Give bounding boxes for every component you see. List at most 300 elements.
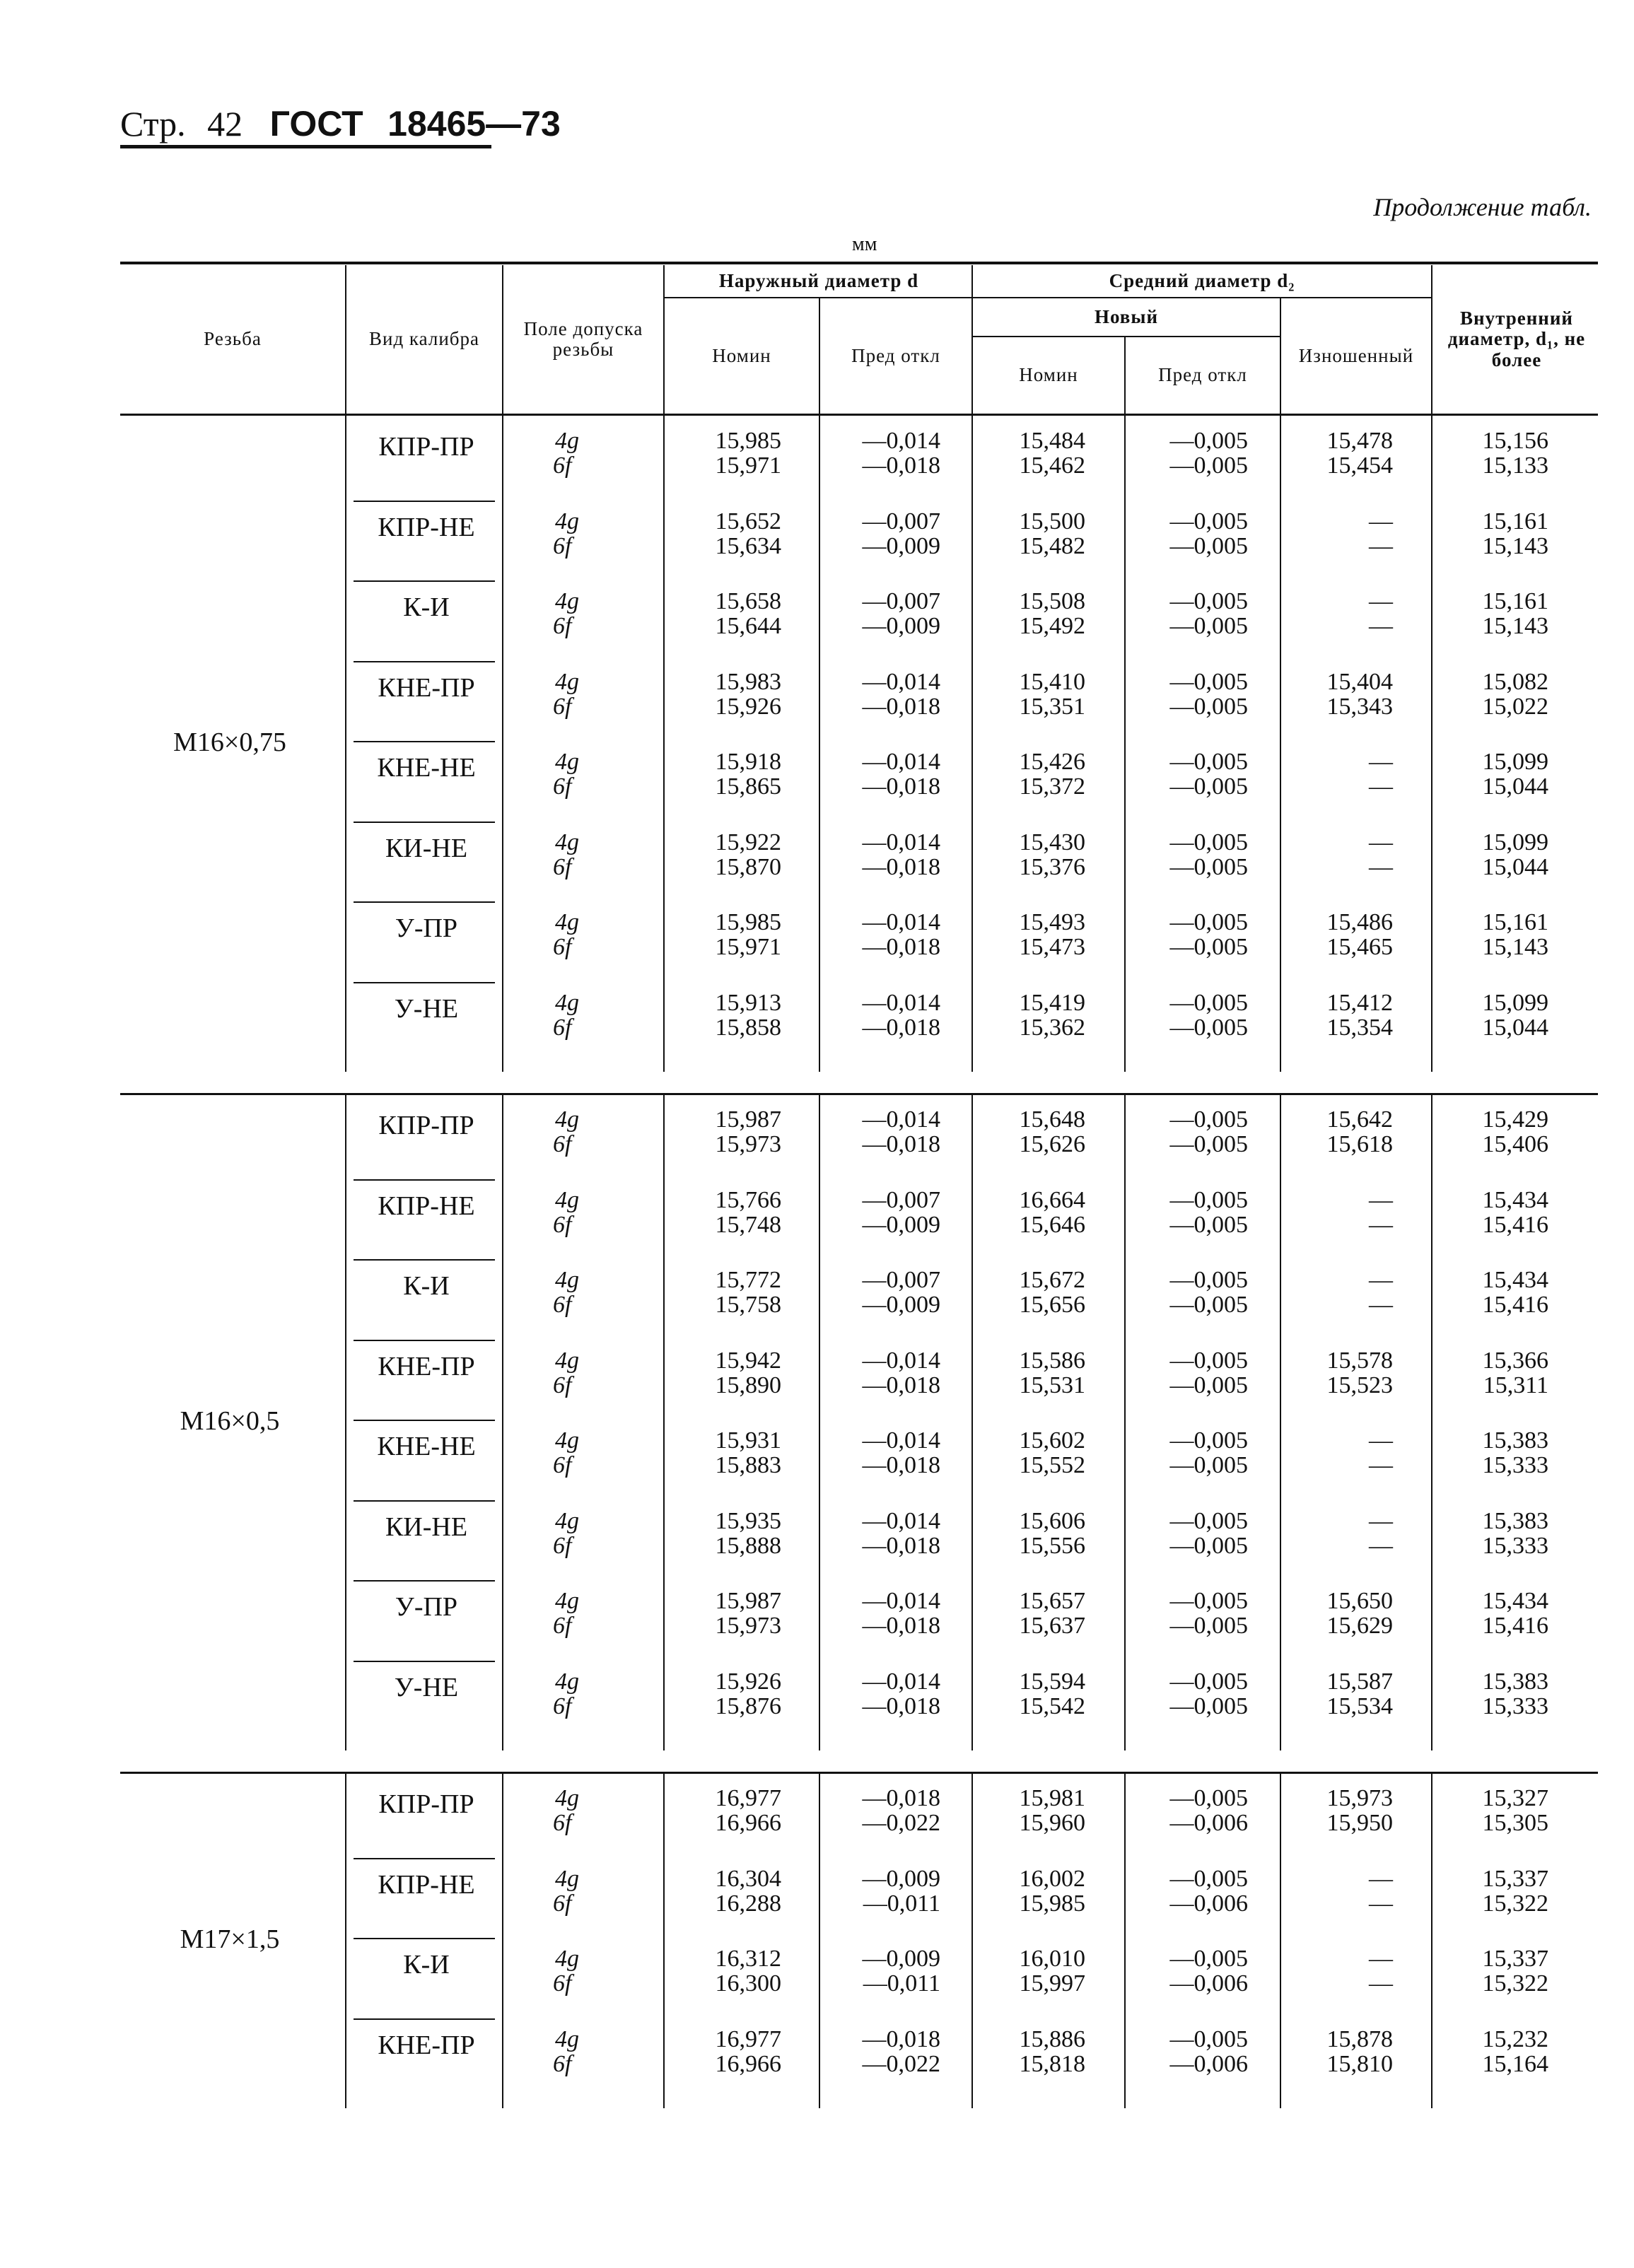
inner-diameter: 15,322 xyxy=(1482,1970,1548,1997)
inner-diameter: 15,416 xyxy=(1482,1292,1548,1318)
tolerance-field: 4g xyxy=(555,749,579,775)
tolerance-field: 4g xyxy=(555,508,579,534)
pitch-nominal: 15,531 xyxy=(1019,1372,1085,1398)
worn-pitch: 15,404 xyxy=(1326,668,1393,695)
outer-deviation: —0,014 xyxy=(862,668,940,695)
worn-pitch: — xyxy=(1369,773,1393,800)
tolerance-field: 6f xyxy=(553,1292,572,1318)
inner-diameter: 15,022 xyxy=(1482,693,1548,720)
gauge-type: К-И xyxy=(403,1950,450,1980)
col-header-outer-nominal: Номин xyxy=(712,344,771,366)
tolerance-field: 6f xyxy=(553,452,572,479)
outer-deviation: —0,009 xyxy=(862,1946,940,1972)
worn-pitch: 15,878 xyxy=(1326,2026,1393,2052)
inner-diameter: 15,161 xyxy=(1482,508,1548,534)
worn-pitch: — xyxy=(1369,1211,1393,1238)
outer-nominal: 15,870 xyxy=(715,853,781,880)
pitch-nominal: 15,648 xyxy=(1019,1106,1085,1133)
outer-deviation: —0,009 xyxy=(862,1211,940,1238)
inner-diameter: 15,133 xyxy=(1482,452,1548,479)
outer-deviation: —0,014 xyxy=(862,1106,940,1133)
worn-pitch: 15,454 xyxy=(1326,452,1393,479)
worn-pitch: — xyxy=(1369,613,1393,639)
outer-deviation: —0,014 xyxy=(862,1507,940,1534)
pitch-nominal: 15,602 xyxy=(1019,1427,1085,1454)
outer-deviation: —0,022 xyxy=(862,1810,940,1836)
gauge-separator-rule xyxy=(354,1661,495,1662)
column-rule xyxy=(1124,1773,1126,2108)
outer-nominal: 15,772 xyxy=(715,1267,781,1293)
pitch-nominal: 15,981 xyxy=(1019,1785,1085,1811)
pitch-nominal: 15,656 xyxy=(1019,1292,1085,1318)
pitch-deviation: —0,005 xyxy=(1169,989,1248,1016)
worn-pitch: 15,354 xyxy=(1326,1014,1393,1041)
outer-nominal: 15,758 xyxy=(715,1292,781,1318)
pitch-nominal: 15,818 xyxy=(1019,2050,1085,2077)
gauge-type: КПР-НЕ xyxy=(378,1869,475,1900)
pitch-nominal: 15,426 xyxy=(1019,749,1085,775)
pitch-nominal: 15,493 xyxy=(1019,909,1085,935)
worn-pitch: 15,810 xyxy=(1326,2050,1393,2077)
col-header-inner-diameter: Внутренний диаметр, d₁, не более xyxy=(1447,308,1586,370)
inner-diameter: 15,416 xyxy=(1482,1211,1548,1238)
outer-deviation: —0,011 xyxy=(863,1970,940,1997)
outer-nominal: 15,942 xyxy=(715,1347,781,1374)
outer-nominal: 16,300 xyxy=(715,1970,781,1997)
pitch-deviation: —0,006 xyxy=(1169,1970,1248,1997)
tolerance-field: 6f xyxy=(553,1970,572,1997)
pitch-deviation: —0,005 xyxy=(1169,1131,1248,1157)
tolerance-field: 6f xyxy=(553,934,572,960)
outer-deviation: —0,018 xyxy=(862,1613,940,1639)
inner-diameter: 15,434 xyxy=(1482,1267,1548,1293)
column-rule xyxy=(1431,416,1432,1072)
inner-diameter: 15,143 xyxy=(1482,613,1548,639)
tolerance-field: 4g xyxy=(555,829,579,855)
outer-deviation: —0,018 xyxy=(862,693,940,720)
inner-diameter: 15,327 xyxy=(1482,1785,1548,1811)
pitch-deviation: —0,005 xyxy=(1169,1507,1248,1534)
pitch-deviation: —0,005 xyxy=(1169,749,1248,775)
col-header-gauge-type: Вид калибра xyxy=(368,328,480,350)
pitch-nominal: 15,430 xyxy=(1019,829,1085,855)
tolerance-field: 4g xyxy=(555,1507,579,1534)
outer-deviation: —0,014 xyxy=(862,428,940,454)
tolerance-field: 4g xyxy=(555,1865,579,1892)
column-rule xyxy=(1431,1094,1432,1750)
tolerance-field: 6f xyxy=(553,1372,572,1398)
pitch-nominal: 15,672 xyxy=(1019,1267,1085,1293)
column-rule xyxy=(971,1773,973,2108)
inner-diameter: 15,143 xyxy=(1482,532,1548,559)
outer-nominal: 15,644 xyxy=(715,613,781,639)
inner-diameter: 15,161 xyxy=(1482,909,1548,935)
tolerance-field: 4g xyxy=(555,588,579,614)
column-rule xyxy=(1280,1094,1281,1750)
outer-nominal: 15,926 xyxy=(715,693,781,720)
col-header-outer-diameter: Наружный диаметр d xyxy=(718,269,919,291)
column-rule xyxy=(663,1773,665,2108)
pitch-deviation: —0,005 xyxy=(1169,588,1248,614)
worn-pitch: 15,523 xyxy=(1326,1372,1393,1398)
pitch-nominal: 15,586 xyxy=(1019,1347,1085,1374)
gauge-type: КИ-НЕ xyxy=(385,1512,468,1542)
pitch-nominal: 15,500 xyxy=(1019,508,1085,534)
inner-diameter: 15,099 xyxy=(1482,989,1548,1016)
standard-label: ГОСТ xyxy=(269,104,363,144)
outer-deviation: —0,018 xyxy=(862,452,940,479)
gauge-type: КНЕ-ПР xyxy=(378,2030,475,2060)
inner-diameter: 15,383 xyxy=(1482,1427,1548,1454)
tolerance-field: 6f xyxy=(553,1613,572,1639)
tolerance-field: 4g xyxy=(555,1946,579,1972)
worn-pitch: — xyxy=(1369,1970,1393,1997)
pitch-deviation: —0,005 xyxy=(1169,1588,1248,1614)
inner-diameter: 15,311 xyxy=(1483,1372,1548,1398)
thread-label: M16×0,75 xyxy=(173,727,286,757)
inner-diameter: 15,337 xyxy=(1482,1865,1548,1892)
outer-deviation: —0,014 xyxy=(862,909,940,935)
outer-nominal: 15,883 xyxy=(715,1452,781,1478)
header-vline-2 xyxy=(502,265,503,414)
col-header-pitch-nominal: Номин xyxy=(1019,364,1078,386)
column-rule xyxy=(663,416,665,1072)
inner-diameter: 15,044 xyxy=(1482,1014,1548,1041)
inner-diameter: 15,333 xyxy=(1482,1693,1548,1719)
outer-deviation: —0,018 xyxy=(862,1693,940,1719)
outer-nominal: 15,890 xyxy=(715,1372,781,1398)
outer-deviation: —0,007 xyxy=(862,1186,940,1213)
outer-nominal: 16,966 xyxy=(715,2050,781,2077)
worn-pitch: 15,412 xyxy=(1326,989,1393,1016)
outer-nominal: 15,971 xyxy=(715,934,781,960)
worn-pitch: 15,618 xyxy=(1326,1131,1393,1157)
col-header-new: Новый xyxy=(1094,305,1159,327)
gauge-type: КНЕ-НЕ xyxy=(377,1432,476,1461)
outer-deviation: —0,018 xyxy=(862,1372,940,1398)
gauge-separator-rule xyxy=(354,1179,495,1181)
worn-pitch: 15,642 xyxy=(1326,1106,1393,1133)
column-rule xyxy=(1124,1094,1126,1750)
outer-nominal: 15,634 xyxy=(715,532,781,559)
inner-diameter: 15,434 xyxy=(1482,1186,1548,1213)
gauge-type: У-НЕ xyxy=(394,1672,459,1702)
outer-deviation: —0,018 xyxy=(862,773,940,800)
inner-diameter: 15,434 xyxy=(1482,1588,1548,1614)
tolerance-field: 4g xyxy=(555,1106,579,1133)
outer-deviation: —0,018 xyxy=(862,1452,940,1478)
tolerance-field: 6f xyxy=(553,1532,572,1559)
pitch-nominal: 16,010 xyxy=(1019,1946,1085,1972)
worn-pitch: 15,534 xyxy=(1326,1693,1393,1719)
pitch-nominal: 15,556 xyxy=(1019,1532,1085,1559)
worn-pitch: 15,578 xyxy=(1326,1347,1393,1374)
inner-diameter: 15,366 xyxy=(1482,1347,1548,1374)
tolerance-field: 6f xyxy=(553,1452,572,1478)
col-header-tolerance-field: Поле допуска резьбы xyxy=(523,317,643,360)
tolerance-field: 4g xyxy=(555,2026,579,2052)
outer-nominal: 15,987 xyxy=(715,1106,781,1133)
pitch-deviation: —0,005 xyxy=(1169,1347,1248,1374)
outer-nominal: 16,966 xyxy=(715,1810,781,1836)
worn-pitch: — xyxy=(1369,1452,1393,1478)
standard-number: 18465—73 xyxy=(387,104,561,144)
inner-diameter: 15,044 xyxy=(1482,853,1548,880)
worn-pitch: 15,465 xyxy=(1326,934,1393,960)
worn-pitch: — xyxy=(1369,1292,1393,1318)
gauge-separator-rule xyxy=(354,501,495,502)
tolerance-field: 6f xyxy=(553,693,572,720)
pitch-nominal: 15,410 xyxy=(1019,668,1085,695)
outer-nominal: 15,876 xyxy=(715,1693,781,1719)
outer-nominal: 15,931 xyxy=(715,1427,781,1454)
pitch-nominal: 15,351 xyxy=(1019,693,1085,720)
outer-deviation: —0,018 xyxy=(862,1014,940,1041)
tolerance-field: 6f xyxy=(553,1810,572,1836)
thread-label: M16×0,5 xyxy=(180,1406,280,1436)
pitch-nominal: 15,508 xyxy=(1019,588,1085,614)
outer-nominal: 16,304 xyxy=(715,1865,781,1892)
outer-nominal: 15,888 xyxy=(715,1532,781,1559)
outer-nominal: 15,913 xyxy=(715,989,781,1016)
gauge-separator-rule xyxy=(354,1580,495,1582)
worn-pitch: 15,950 xyxy=(1326,1810,1393,1836)
outer-nominal: 15,973 xyxy=(715,1613,781,1639)
column-rule xyxy=(819,416,820,1072)
pitch-nominal: 15,542 xyxy=(1019,1693,1085,1719)
pitch-deviation: —0,005 xyxy=(1169,1014,1248,1041)
outer-nominal: 15,935 xyxy=(715,1507,781,1534)
unit-label: мм xyxy=(852,233,877,255)
worn-pitch: — xyxy=(1369,1865,1393,1892)
pitch-deviation: —0,005 xyxy=(1169,773,1248,800)
outer-deviation: —0,009 xyxy=(862,1865,940,1892)
outer-deviation: —0,014 xyxy=(862,1347,940,1374)
inner-diameter: 15,406 xyxy=(1482,1131,1548,1157)
continuation-note: Продолжение табл. xyxy=(1373,193,1592,221)
pitch-deviation: —0,005 xyxy=(1169,452,1248,479)
group-separator-rule xyxy=(120,1093,1598,1095)
tolerance-field: 4g xyxy=(555,1427,579,1454)
outer-deviation: —0,018 xyxy=(862,934,940,960)
pitch-nominal: 15,482 xyxy=(1019,532,1085,559)
pitch-nominal: 15,657 xyxy=(1019,1588,1085,1614)
worn-pitch: — xyxy=(1369,853,1393,880)
col-header-pitch-deviation: Пред откл xyxy=(1158,364,1247,386)
pitch-deviation: —0,005 xyxy=(1169,1372,1248,1398)
tolerance-field: 4g xyxy=(555,428,579,454)
outer-deviation: —0,007 xyxy=(862,508,940,534)
outer-nominal: 16,977 xyxy=(715,1785,781,1811)
inner-diameter: 15,143 xyxy=(1482,934,1548,960)
outer-nominal: 15,987 xyxy=(715,1588,781,1614)
pitch-deviation: —0,005 xyxy=(1169,1292,1248,1318)
worn-pitch: — xyxy=(1369,1507,1393,1534)
pitch-deviation: —0,005 xyxy=(1169,2026,1248,2052)
gauge-separator-rule xyxy=(354,1858,495,1859)
worn-pitch: 15,486 xyxy=(1326,909,1393,935)
pitch-deviation: —0,005 xyxy=(1169,829,1248,855)
outer-nominal: 15,748 xyxy=(715,1211,781,1238)
pitch-deviation: —0,006 xyxy=(1169,2050,1248,2077)
outer-deviation: —0,014 xyxy=(862,989,940,1016)
pitch-deviation: —0,005 xyxy=(1169,1668,1248,1695)
thread-label: M17×1,5 xyxy=(180,1924,280,1954)
tolerance-field: 6f xyxy=(553,532,572,559)
column-rule xyxy=(663,1094,665,1750)
column-rule xyxy=(1280,416,1281,1072)
pitch-nominal: 15,886 xyxy=(1019,2026,1085,2052)
pitch-nominal: 15,637 xyxy=(1019,1613,1085,1639)
outer-nominal: 15,858 xyxy=(715,1014,781,1041)
gauge-type: КПР-ПР xyxy=(378,432,474,462)
inner-diameter: 15,232 xyxy=(1482,2026,1548,2052)
pitch-nominal: 15,362 xyxy=(1019,1014,1085,1041)
pitch-deviation: —0,005 xyxy=(1169,1427,1248,1454)
inner-diameter: 15,099 xyxy=(1482,749,1548,775)
outer-nominal: 15,922 xyxy=(715,829,781,855)
pitch-deviation: —0,005 xyxy=(1169,1785,1248,1811)
tolerance-field: 4g xyxy=(555,1785,579,1811)
gauge-separator-rule xyxy=(354,1259,495,1261)
column-rule xyxy=(971,416,973,1072)
worn-pitch: — xyxy=(1369,1267,1393,1293)
pitch-nominal: 15,594 xyxy=(1019,1668,1085,1695)
tolerance-field: 6f xyxy=(553,2050,572,2077)
outer-deviation: —0,014 xyxy=(862,1588,940,1614)
outer-nominal: 15,985 xyxy=(715,909,781,935)
gauge-type: КПР-ПР xyxy=(378,1789,474,1819)
gauge-type: КНЕ-НЕ xyxy=(377,753,476,783)
inner-diameter: 15,164 xyxy=(1482,2050,1548,2077)
pitch-nominal: 15,484 xyxy=(1019,428,1085,454)
inner-diameter: 15,429 xyxy=(1482,1106,1548,1133)
outer-nominal: 15,918 xyxy=(715,749,781,775)
gauge-type: К-И xyxy=(403,592,450,622)
pitch-nominal: 15,626 xyxy=(1019,1131,1085,1157)
inner-diameter: 15,322 xyxy=(1482,1890,1548,1917)
inner-diameter: 15,333 xyxy=(1482,1452,1548,1478)
outer-deviation: —0,009 xyxy=(862,613,940,639)
worn-pitch: — xyxy=(1369,1427,1393,1454)
gauge-separator-rule xyxy=(354,901,495,903)
gauge-separator-rule xyxy=(354,2018,495,2020)
gauge-separator-rule xyxy=(354,1938,495,1939)
gauge-separator-rule xyxy=(354,1340,495,1341)
gauge-separator-rule xyxy=(354,822,495,823)
outer-deviation: —0,018 xyxy=(862,1131,940,1157)
gauge-separator-rule xyxy=(354,982,495,983)
col-header-pitch-diameter: Средний диаметр d₂ xyxy=(1109,269,1295,291)
pitch-deviation: —0,005 xyxy=(1169,693,1248,720)
header-vline-8 xyxy=(1431,265,1432,414)
pitch-deviation: —0,005 xyxy=(1169,613,1248,639)
outer-deviation: —0,009 xyxy=(862,1292,940,1318)
gauge-type: КПР-НЕ xyxy=(378,1191,475,1221)
tolerance-field: 4g xyxy=(555,1186,579,1213)
outer-deviation: —0,018 xyxy=(862,853,940,880)
pitch-nominal: 15,960 xyxy=(1019,1810,1085,1836)
col-header-worn: Изношенный xyxy=(1298,344,1414,366)
column-rule xyxy=(971,1094,973,1750)
tolerance-field: 4g xyxy=(555,1347,579,1374)
pitch-deviation: —0,005 xyxy=(1169,1186,1248,1213)
pitch-deviation: —0,006 xyxy=(1169,1810,1248,1836)
gauge-separator-rule xyxy=(354,1500,495,1502)
pitch-deviation: —0,005 xyxy=(1169,508,1248,534)
outer-deviation: —0,011 xyxy=(863,1890,940,1917)
column-rule xyxy=(819,1094,820,1750)
column-rule xyxy=(1280,1773,1281,2108)
pitch-nominal: 15,997 xyxy=(1019,1970,1085,1997)
pitch-nominal: 15,462 xyxy=(1019,452,1085,479)
pitch-deviation: —0,005 xyxy=(1169,428,1248,454)
page-prefix: Стр. xyxy=(120,104,186,144)
pitch-deviation: —0,005 xyxy=(1169,934,1248,960)
gauge-type: У-НЕ xyxy=(394,993,459,1024)
pitch-deviation: —0,005 xyxy=(1169,532,1248,559)
pitch-deviation: —0,005 xyxy=(1169,1267,1248,1293)
outer-deviation: —0,014 xyxy=(862,829,940,855)
outer-nominal: 15,973 xyxy=(715,1131,781,1157)
worn-pitch: — xyxy=(1369,1890,1393,1917)
outer-deviation: —0,018 xyxy=(862,1532,940,1559)
pitch-deviation: —0,005 xyxy=(1169,1613,1248,1639)
tolerance-field: 6f xyxy=(553,613,572,639)
pitch-nominal: 15,985 xyxy=(1019,1890,1085,1917)
gauge-separator-rule xyxy=(354,1420,495,1421)
worn-pitch: — xyxy=(1369,749,1393,775)
gauge-type: КПР-ПР xyxy=(378,1111,474,1140)
pitch-nominal: 16,664 xyxy=(1019,1186,1085,1213)
column-rule xyxy=(1124,416,1126,1072)
inner-diameter: 15,082 xyxy=(1482,668,1548,695)
pitch-deviation: —0,005 xyxy=(1169,1693,1248,1719)
inner-diameter: 15,383 xyxy=(1482,1507,1548,1534)
table-top-rule xyxy=(120,262,1598,264)
group-separator-rule xyxy=(120,1772,1598,1774)
tolerance-field: 6f xyxy=(553,1693,572,1719)
inner-diameter: 15,099 xyxy=(1482,829,1548,855)
col-header-outer-deviation: Пред откл xyxy=(851,344,940,366)
outer-nominal: 15,926 xyxy=(715,1668,781,1695)
tolerance-field: 6f xyxy=(553,773,572,800)
outer-nominal: 16,288 xyxy=(715,1890,781,1917)
gauge-type: КНЕ-ПР xyxy=(378,1351,475,1381)
gauge-type: КПР-НЕ xyxy=(378,512,475,542)
tolerance-field: 4g xyxy=(555,1267,579,1293)
pitch-deviation: —0,005 xyxy=(1169,1106,1248,1133)
worn-pitch: — xyxy=(1369,829,1393,855)
worn-pitch: — xyxy=(1369,1946,1393,1972)
pitch-deviation: —0,005 xyxy=(1169,1946,1248,1972)
gauge-separator-rule xyxy=(354,741,495,742)
worn-pitch: 15,650 xyxy=(1326,1588,1393,1614)
worn-pitch: 15,973 xyxy=(1326,1785,1393,1811)
worn-pitch: 15,629 xyxy=(1326,1613,1393,1639)
worn-pitch: — xyxy=(1369,532,1393,559)
outer-nominal: 15,658 xyxy=(715,588,781,614)
outer-nominal: 15,766 xyxy=(715,1186,781,1213)
header-rule xyxy=(120,145,491,148)
pitch-deviation: —0,005 xyxy=(1169,1452,1248,1478)
pitch-nominal: 15,606 xyxy=(1019,1507,1085,1534)
worn-pitch: 15,343 xyxy=(1326,693,1393,720)
tolerance-field: 4g xyxy=(555,989,579,1016)
pitch-nominal: 15,372 xyxy=(1019,773,1085,800)
outer-nominal: 16,312 xyxy=(715,1946,781,1972)
tolerance-field: 6f xyxy=(553,853,572,880)
